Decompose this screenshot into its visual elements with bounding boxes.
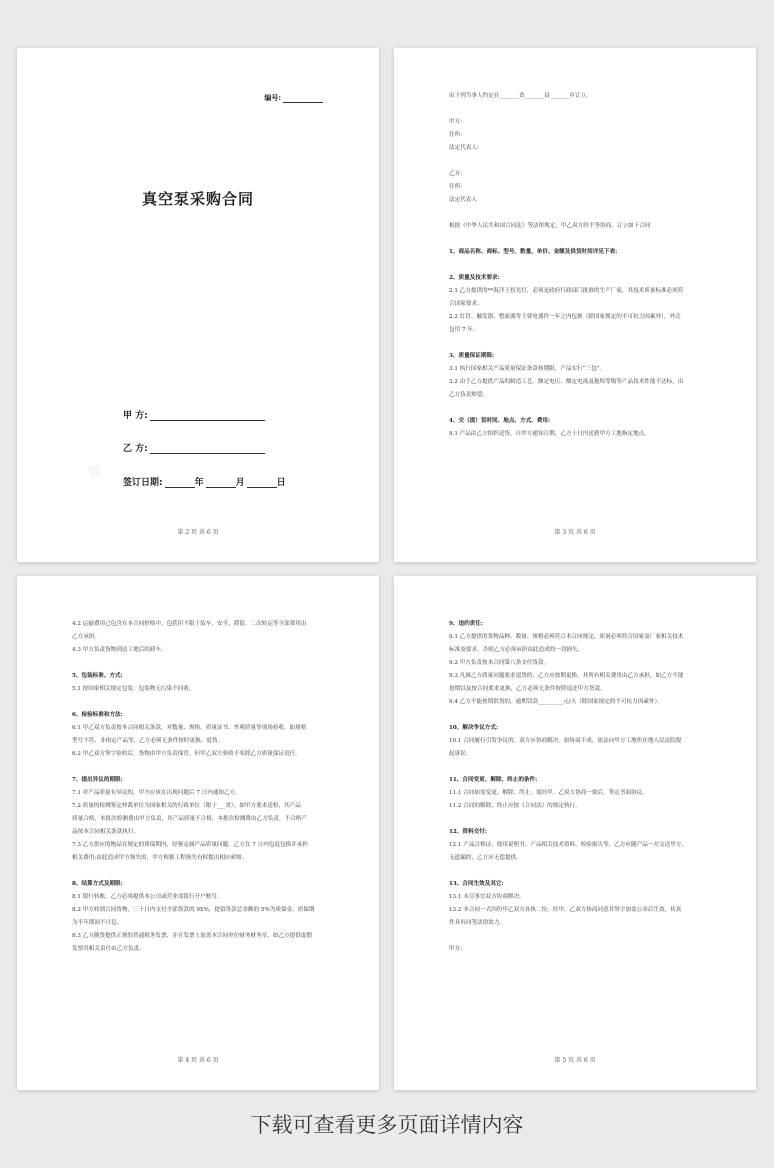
text-line: 品按本合同相关条款执行。 <box>72 829 140 835</box>
text-line: 7.3 乙方供应的物品在规定的质保期内，经鉴定属产品质量问题，乙方在 7 日内包退包换并承担 <box>72 842 308 848</box>
text-line: 4.3 甲方负责货物到达工地后的卸车。 <box>72 647 167 653</box>
text-line: 包用 7 年。 <box>449 327 479 333</box>
year-label: 年 <box>194 478 204 488</box>
download-caption: 下载可查看更多页面详情内容 <box>250 1113 524 1137</box>
section-heading: 9、违约责任: <box>449 621 483 627</box>
text-line: 9.1 乙方提供的货物品种、数量、规格必须符合本合同规定，质量必须符合国家及厂家相关技术 <box>449 634 684 640</box>
page-footer: 第 5 页 共 6 页 <box>554 1057 596 1064</box>
sign-date-label: 签订日期: <box>123 478 163 488</box>
text-line: 4.1 产品由乙方组织送货，自甲方通知日期，乙方十日内送到甲方工地指定地点。 <box>449 431 650 437</box>
section-heading: 1、商品名称、商标、型号、数量、单价、金额及供货时间详见下表: <box>449 249 618 255</box>
text-line: 10.1 合同履行引发争议的，双方应协商解决。如协商不成，依法向甲方工地所在地人民法院提 <box>449 738 682 744</box>
text-line: 根据《中华人民共和国合同法》等法律规定，甲乙双方经平等协商，订立如下合同 <box>449 223 651 229</box>
contract-page-4 <box>17 576 379 1090</box>
month-label: 月 <box>235 478 245 488</box>
text-line: 8.2 甲方收到合同货物，三十日内支付全部货款的 95%，提留货款总金额的 5%为质保金，质保期 <box>72 907 315 913</box>
text-line: 合国家要求。 <box>449 301 483 307</box>
blank-line <box>72 761 324 774</box>
text-line: 标准及要求，否则乙方必须承担由此造成的一切损失。 <box>449 647 584 653</box>
text-line: 3.1 执行国家相关产品质量保证条款和期限，产品实行“三包”。 <box>449 366 606 372</box>
text-line: 件具有同等法律效力。 <box>449 920 505 926</box>
section-heading: 3、质量保证期限: <box>449 353 495 359</box>
contract-page-3 <box>394 48 756 562</box>
text-line: 9.4 乙方不能按期供货的，逾期罚款_________元/天（除国家规定的不可抗力因素外）。 <box>449 699 663 705</box>
blank-line <box>449 259 701 272</box>
contract-number-blank <box>283 95 323 103</box>
blank-line <box>449 402 701 415</box>
text-line: 发票其相关责任由乙方负责。 <box>72 946 145 952</box>
blank-line <box>449 207 701 220</box>
text-line: 乙方负责赔偿。 <box>449 392 489 398</box>
text-line: 6.1 甲乙双方负责按本合同相关条款，对数量、规格、质量证书、外观质量等现场验收，如规格 <box>72 725 307 731</box>
day-label: 日 <box>276 478 286 488</box>
text-line: 3.2 由于乙方提供产品的制造工艺、额定电压、额定电流及抱埠等级等产品技术性能不达标，由 <box>449 379 684 385</box>
blank-line <box>449 155 701 168</box>
text-line: 住所: <box>449 132 463 138</box>
section-heading: 7、提出异议的期限: <box>72 777 123 783</box>
blank-line <box>449 103 701 116</box>
section-heading: 2、质量及技术要求: <box>449 275 500 281</box>
blank-line <box>449 813 701 826</box>
text-line: 型号不符、非指定产品等，乙方必须无条件按时更换、退货。 <box>72 738 224 744</box>
text-line: 甲方: <box>449 119 463 125</box>
text-line: 4.2 运输费用已包含在本合同价格中，包括但不限于装车、安全、滞留、二次转运等全部费用由 <box>72 621 307 627</box>
text-line: 8.1 银行转账，乙方必须提供本公司或营业部银行开户账号。 <box>72 894 223 900</box>
cover-page <box>17 48 379 562</box>
blank-line <box>72 696 324 709</box>
section-heading: 6、检验标准和方法: <box>72 712 123 718</box>
blank-line <box>449 761 701 774</box>
text-line: 11.2 合同的解除、终止应按《合同法》的规定执行。 <box>449 803 581 809</box>
page-body <box>449 618 701 956</box>
text-line: 7.2 质量的检测鉴定仲裁单位为国家相关的行政单位（限于___省）。如甲方要求送检，其产品 <box>72 803 301 809</box>
party-b-signature <box>123 441 265 454</box>
text-line: 7.1 对产品质量有异议的，甲方应该在出现问题后 7 日内通知乙方。 <box>72 790 241 796</box>
contract-number-label: 编号: <box>264 93 281 102</box>
text-line: 相关费用;由此造成甲方损失的，甲方根据工程损失有权提出相应索赔。 <box>72 855 248 861</box>
text-line: 9.3 凡属乙方质量问题要求退货的，乙方应按期更换，其所有相关费用由乙方承担，如乙方不能 <box>449 673 684 679</box>
section-heading: 4、交（提）货时间、地点、方式、费用: <box>449 418 551 424</box>
party-a-blank <box>150 410 265 421</box>
text-line: 住所: <box>449 184 463 190</box>
text-line: 2.1 乙方提供的**海洋王投光灯，必须是政府行政部门批准的生产厂家，其技术质量标准必须符 <box>449 288 684 294</box>
contract-page-5 <box>394 576 756 1090</box>
text-line: 法定代表人: <box>449 145 479 151</box>
blank-line <box>449 865 701 878</box>
blank-line <box>449 709 701 722</box>
text-line: 法定代表人 <box>449 197 477 203</box>
text-line: 质量合格，本批次检测费由甲方负责，其产品质量不合格，本批次检测费由乙方负责，不合格产 <box>72 816 307 822</box>
blank-line <box>449 930 701 943</box>
text-line: 乙方承担。 <box>72 634 100 640</box>
text-line: 8.3 乙方随货提供正规的普通税务发票，并在发票上加盖本合同单位财务财务章，如乙方提供虚假 <box>72 933 313 939</box>
text-line: 9.2 甲方负责按本合同第八条支付货款。 <box>449 660 550 666</box>
section-heading: 10、解决争议方式: <box>449 725 499 731</box>
page-footer: 第 3 页 共 6 页 <box>554 529 596 536</box>
blank-line <box>72 865 324 878</box>
party-a-signature <box>123 408 265 421</box>
blank-line <box>449 337 701 350</box>
party-a-label: 甲 方: <box>123 411 148 421</box>
text-line: 11.1 合同如需变更、解除、终止，需经甲、乙双方协商一致后，签定书面协议。 <box>449 790 648 796</box>
page-body <box>72 618 324 956</box>
month-blank <box>206 477 236 488</box>
page-body <box>449 90 701 441</box>
party-b-label: 乙 方: <box>123 444 148 454</box>
text-line: 乙方: <box>449 171 463 177</box>
section-heading: 13、合同生效及其它: <box>449 881 504 887</box>
text-line: 12.1 产品合格证、使用说明书、产品相关技术资料、检验报告等，乙方应随产品一并交送甲方， <box>449 842 687 848</box>
text-line: 5.1 按国家相关规定包装，包装物无污染不回收。 <box>72 686 195 692</box>
text-line: 为半年期间不计息。 <box>72 920 123 926</box>
document-title: 真空泵采购合同 <box>141 190 254 208</box>
section-heading: 5、包装标准、方式: <box>72 673 123 679</box>
text-line: 甲方: <box>449 946 463 952</box>
blank-line <box>449 233 701 246</box>
text-line: 按期以及按合同要求更换，乙方必须无条件按照退还甲方货款。 <box>449 686 606 692</box>
section-heading: 12、资料交付: <box>449 829 487 835</box>
text-line: 起诉讼。 <box>449 751 472 757</box>
text-line: 13.2 本合同一式四份甲乙双方各执二份，经甲、乙双方协商同意并签字加盖公章后生效，传真 <box>449 907 682 913</box>
text-line: 6.2 甲乙双方签字验收后，货物由甲方负责保管。但甲乙双方验收不免除乙方质量保证责任。 <box>72 751 301 757</box>
page-footer: 第 4 页 共 6 页 <box>177 1057 219 1064</box>
blank-line <box>72 657 324 670</box>
section-heading: 11、合同变更、解除、终止的条件: <box>449 777 538 783</box>
watermark <box>81 455 109 485</box>
section-heading: 8、结算方式及期限: <box>72 881 123 887</box>
text-line: 13.1 未尽事宜双方协商解决。 <box>449 894 525 900</box>
party-b-blank <box>150 443 265 454</box>
contract-number <box>264 93 323 103</box>
text-line: 2.2 灯管、触发器、整流器等主要电器件一年之内包换（除国家规定的不可抗力因素外），外壳 <box>449 314 681 320</box>
page-footer: 第 2 页 共 6 页 <box>177 529 219 536</box>
text-line: 无遗漏的，乙方应无偿提供。 <box>449 855 522 861</box>
sign-date <box>123 475 286 488</box>
text-line: 由下列当事人约定在_______省_______县_______乡订立。 <box>449 93 592 99</box>
day-blank <box>247 477 277 488</box>
year-blank <box>165 477 195 488</box>
